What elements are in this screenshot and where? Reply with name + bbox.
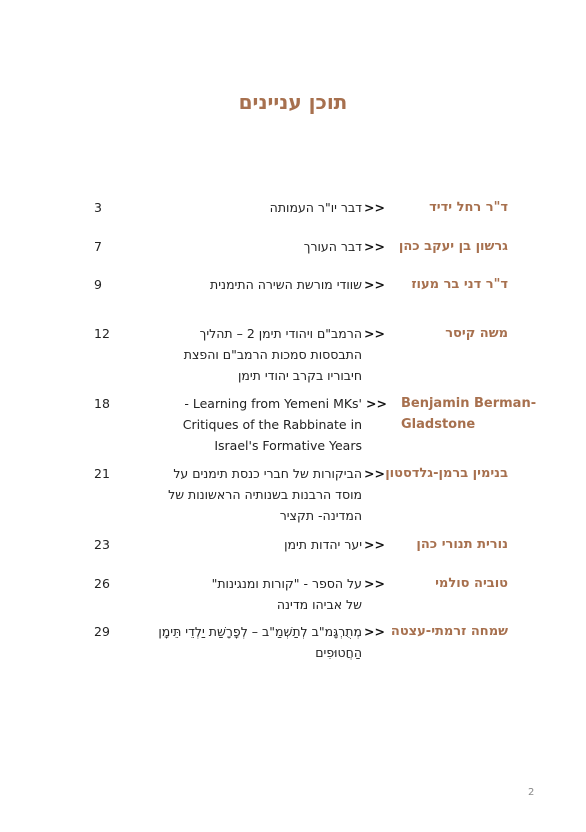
toc-page-number: 18 (94, 396, 110, 411)
toc-page-number: 3 (94, 200, 102, 215)
toc-entry-6 (0, 463, 586, 529)
toc-title[interactable]: יער יהדות תימן (284, 537, 362, 552)
toc-arrow: >> (364, 537, 385, 552)
toc-entry-4 (0, 323, 586, 389)
toc-page-number: 7 (94, 239, 102, 254)
toc-entry-5 (0, 393, 586, 459)
toc-arrow: >> (364, 277, 385, 292)
toc-title[interactable]: דבר יו"ר העמותה (269, 200, 362, 215)
toc-author: בנימין ברמן-גלדסטון (385, 466, 508, 481)
toc-arrow: >> (366, 396, 387, 411)
toc-title[interactable]: שוודי מורשת השירה התימנית (210, 277, 362, 292)
toc-author: נורית תנורי כהן (416, 537, 508, 552)
toc-page-number: 9 (94, 277, 102, 292)
page-title: תוכן עניינים (238, 90, 348, 114)
toc-entry-9 (0, 621, 586, 665)
toc-page-number: 21 (94, 466, 110, 481)
toc-arrow: >> (364, 326, 385, 341)
toc-author: משה קיסר (445, 326, 508, 341)
toc-title[interactable]: מְתֻרְגָּמ"ב לְתַשְׁמַ"ב – לְפָרָשַׁת יַלְדֵי תֵּימָן הַחֲטוּפִים (158, 624, 362, 660)
toc-title[interactable]: דבר העורך (303, 239, 362, 254)
toc-title[interactable]: על הספר - "קורות ומנגינות" של אביהו מדינה (211, 576, 362, 612)
toc-arrow: >> (364, 200, 385, 215)
toc-page-number: 12 (94, 326, 110, 341)
toc-arrow: >> (364, 624, 385, 639)
toc-page-number: 26 (94, 576, 110, 591)
toc-author: Benjamin Berman- Gladstone (401, 396, 537, 432)
toc-page-number: 29 (94, 624, 110, 639)
toc-arrow: >> (364, 466, 385, 481)
toc-author: שמחה זרמתי-עצטה (390, 624, 508, 639)
toc-title[interactable]: הביקורות של חברי כנסת תימנים על מוסד הרבנות בשנותיה הראשונות של המדינה- תקציר (168, 466, 362, 523)
toc-title[interactable]: הרמב"ם ויהודי תימן 2 – תהליך התבססות סמכות הרמב"ם והפצת חיבוריו בקרב יהודי תימן (183, 326, 362, 383)
toc-author: טוביה סולמי (435, 576, 508, 591)
toc-page-number: 23 (94, 537, 110, 552)
toc-title[interactable]: - Learning from Yemeni MKs' Critiques of the Rabbinate in Israel's Formative Years (182, 396, 362, 453)
toc-entry-8 (0, 573, 586, 617)
toc-arrow: >> (364, 576, 385, 591)
toc-author: ד"ר רחל ידיד (429, 200, 508, 215)
toc-arrow: >> (364, 239, 385, 254)
toc-author: גרשון בן יעקב כהן (398, 239, 508, 254)
page-number: 2 (528, 787, 535, 798)
toc-author: ד"ר דני בר מעוז (411, 277, 508, 292)
